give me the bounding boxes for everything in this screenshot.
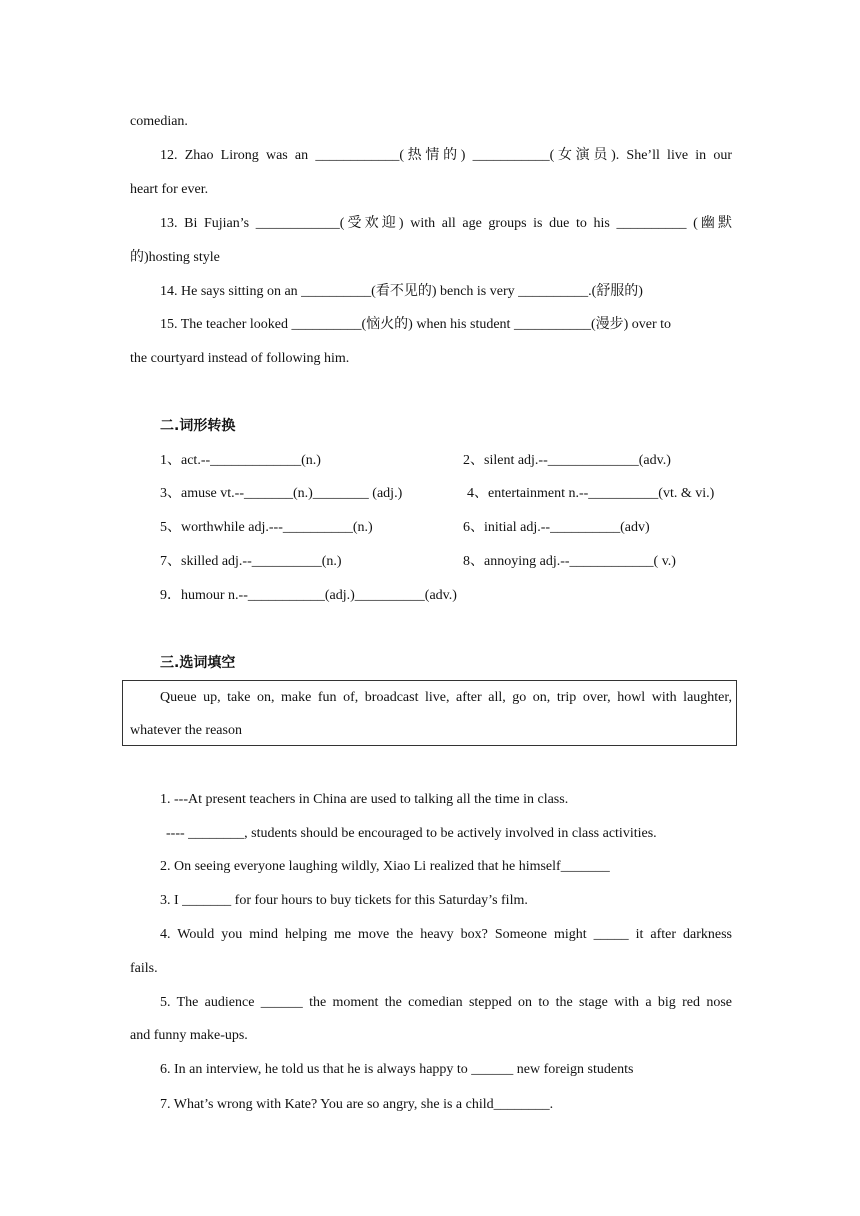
word-form-item: 5、worthwhile adj.---__________(n.): [160, 520, 373, 535]
question-13-line2: 的)hosting style: [130, 250, 220, 265]
question-15-line1: 15. The teacher looked __________(恼火的) when his student ___________(漫步) over to: [160, 317, 672, 332]
word-form-item: 9．humour n.--___________(adj.)__________(adv.): [160, 588, 457, 603]
word-form-item: 3、amuse vt.--_______(n.)________ (adj.): [160, 486, 403, 501]
fill-question-2: 2. On seeing everyone laughing wildly, Xiao Li realized that he himself_______: [160, 859, 610, 874]
fill-question-5-line2: and funny make-ups.: [130, 1028, 248, 1043]
section-heading-fill-in: 三.选词填空: [160, 655, 236, 671]
fill-question-5-line1: 5. The audience ______ the moment the comedian stepped on to the stage with a big red nose: [160, 995, 732, 1010]
section-heading-word-forms: 二.词形转换: [160, 418, 236, 434]
word-form-item: 8、annoying adj.--____________( v.): [463, 554, 676, 569]
word-bank-line1: Queue up, take on, make fun of, broadcast live, after all, go on, trip over, howl with laughter,: [160, 690, 732, 705]
fill-question-1-line1: 1. ---At present teachers in China are used to talking all the time in class.: [160, 792, 569, 807]
question-12-line2: heart for ever.: [130, 182, 209, 197]
fill-question-7: 7. What’s wrong with Kate? You are so angry, she is a child________.: [160, 1097, 554, 1112]
continued-text: comedian.: [130, 114, 188, 129]
word-form-item: 6、initial adj.--__________(adv): [463, 520, 650, 535]
question-14: 14. He says sitting on an __________(看不见的) bench is very __________.(舒服的): [160, 284, 643, 299]
question-13-line1: 13. Bi Fujian’s ____________(受欢迎) with all age groups is due to his __________ (幽默: [160, 216, 732, 231]
fill-question-3: 3. I _______ for four hours to buy tickets for this Saturday’s film.: [160, 893, 528, 908]
word-form-item: 7、skilled adj.--__________(n.): [160, 554, 342, 569]
question-15-line2: the courtyard instead of following him.: [130, 351, 350, 366]
fill-question-4-line1: 4. Would you mind helping me move the heavy box? Someone might _____ it after darkness: [160, 927, 732, 942]
fill-question-4-line2: fails.: [130, 961, 158, 976]
fill-question-6: 6. In an interview, he told us that he is always happy to ______ new foreign students: [160, 1062, 634, 1077]
word-bank-line2: whatever the reason: [130, 723, 242, 738]
word-form-item: 2、silent adj.--_____________(adv.): [463, 453, 671, 468]
question-12-line1: 12. Zhao Lirong was an ____________(热情的) ___________(女演员). She’ll live in our: [160, 148, 732, 163]
word-form-item: 1、act.--_____________(n.): [160, 453, 321, 468]
word-form-item: 4、entertainment n.--__________(vt. & vi.): [467, 486, 715, 501]
fill-question-1-line2: ---- ________, students should be encouraged to be actively involved in class activities.: [166, 826, 657, 841]
